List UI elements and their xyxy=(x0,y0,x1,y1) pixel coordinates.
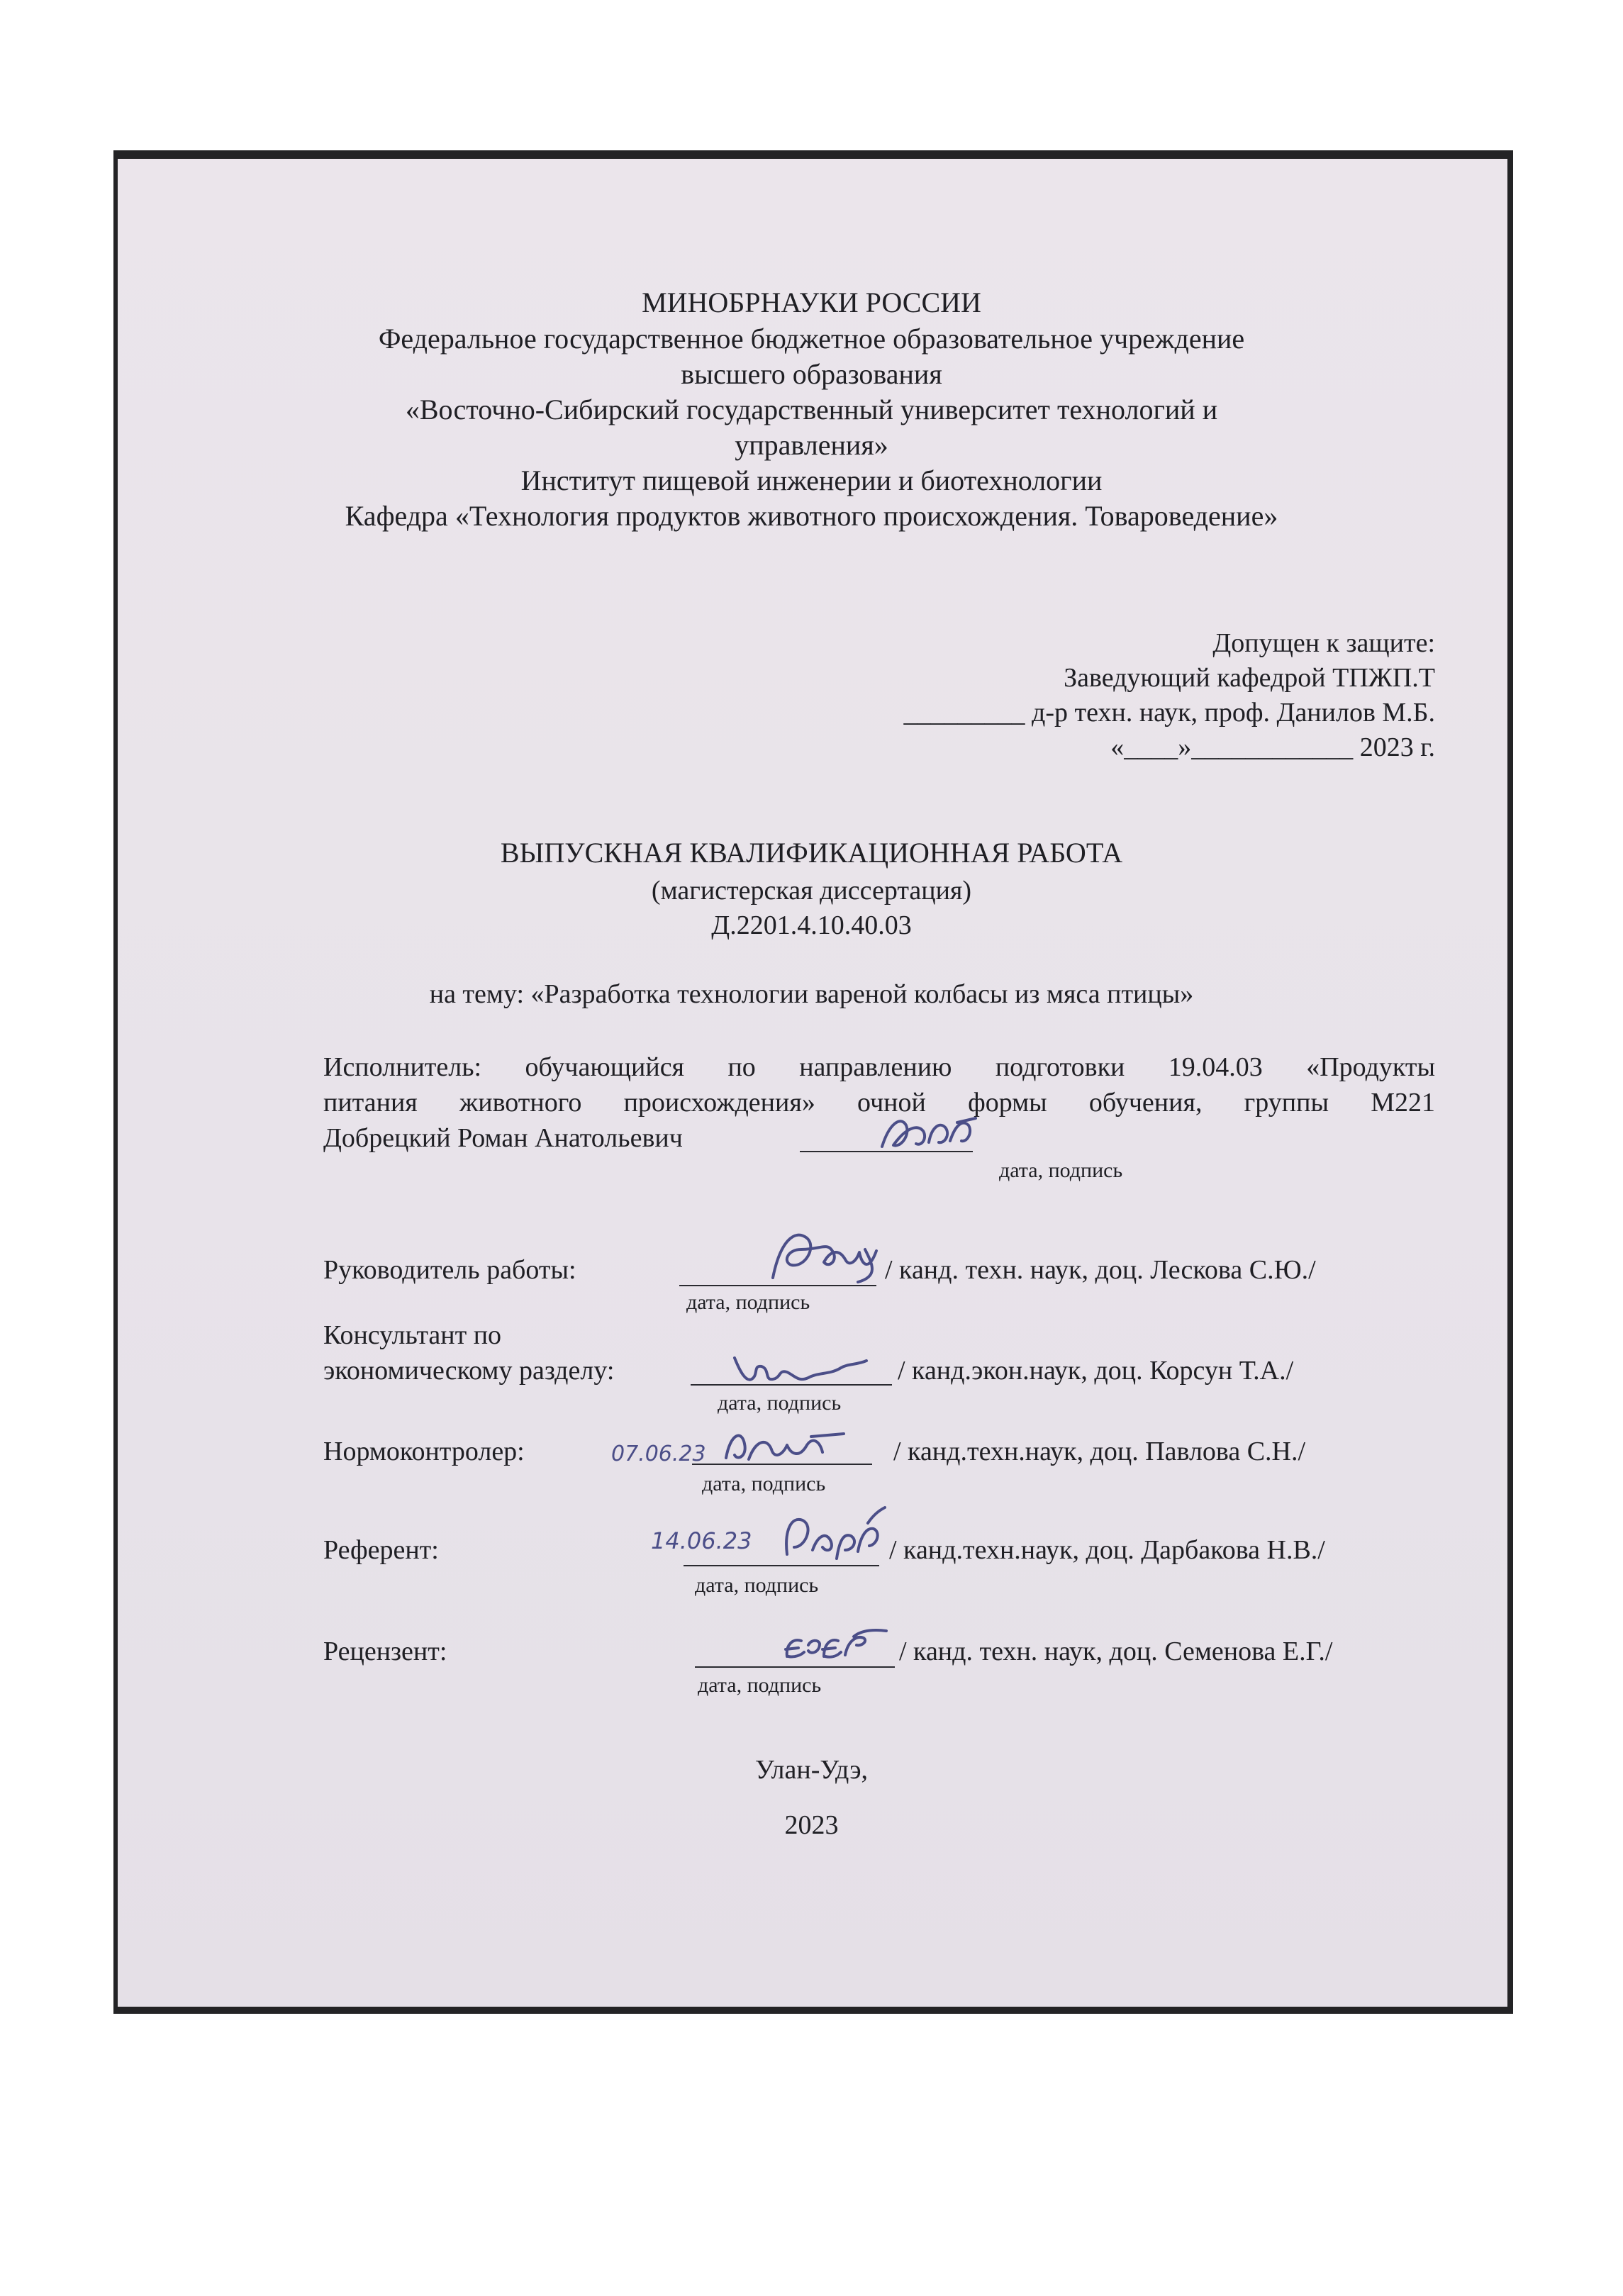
year: 2023 xyxy=(784,1810,839,1840)
reviewer-sign-caption: дата, подпись xyxy=(698,1673,822,1697)
consultant-signature xyxy=(730,1351,872,1393)
normcontroller-person: / канд.техн.наук, доц. Павлова С.Н./ xyxy=(893,1437,1306,1466)
referent-person: / канд.техн.наук, доц. Дарбакова Н.В./ xyxy=(889,1535,1325,1565)
approval-head: Заведующий кафедрой ТПЖП.Т xyxy=(1064,663,1435,693)
supervisor-signature xyxy=(766,1221,886,1292)
normcontroller-signature xyxy=(610,1424,872,1466)
consultant-person: / канд.экон.наук, доц. Корсун Т.А./ xyxy=(898,1356,1294,1386)
referent-sign-caption: дата, подпись xyxy=(695,1573,819,1597)
approval-date: «____»____________ 2023 г. xyxy=(1110,732,1435,762)
supervisor-role: Руководитель работы: xyxy=(323,1255,576,1285)
institution-line-2: высшего образования xyxy=(681,358,942,390)
executor-line-2: питания животного происхождения» очной формы обучения, группы М221 xyxy=(323,1088,1435,1118)
referent-signature xyxy=(645,1502,886,1566)
ministry-title: МИНОБРНАУКИ РОССИИ xyxy=(642,286,981,318)
university-line-1: «Восточно-Сибирский государственный университет технологий и xyxy=(405,394,1218,425)
reviewer-signature-line xyxy=(695,1666,895,1668)
referent-role: Референт: xyxy=(323,1535,439,1565)
institution-line-1: Федеральное государственное бюджетное образовательное учреждение xyxy=(378,323,1245,355)
work-topic: на тему: «Разработка технологии вареной колбасы из мяса птицы» xyxy=(429,979,1194,1009)
consultant-role-line-1: Консультант по xyxy=(323,1320,502,1350)
approval-signer: _________ д-р техн. наук, проф. Данилов М.Б. xyxy=(903,698,1435,728)
consultant-role: экономическому разделу: xyxy=(323,1356,615,1386)
supervisor-sign-caption: дата, подпись xyxy=(686,1291,810,1314)
referent-handwritten-date: 14.06.23 xyxy=(651,1527,752,1554)
executor-name: Добрецкий Роман Анатольевич xyxy=(323,1123,683,1153)
executor-sign-caption: дата, подпись xyxy=(999,1159,1123,1182)
work-subtitle: (магистерская диссертация) xyxy=(651,876,972,905)
supervisor-person: / канд. техн. наук, доц. Лескова С.Ю./ xyxy=(885,1255,1316,1285)
university-line-2: управления» xyxy=(735,429,888,461)
consultant-sign-caption: дата, подпись xyxy=(718,1391,842,1415)
executor-signature xyxy=(879,1110,978,1159)
normcontroller-handwritten-date: 07.06.23 xyxy=(611,1442,706,1466)
department-name: Кафедра «Технология продуктов животного происхождения. Товароведение» xyxy=(345,500,1278,532)
reviewer-person: / канд. техн. наук, доц. Семенова Е.Г./ xyxy=(899,1637,1333,1666)
executor-line-1: Исполнитель: обучающийся по направлению подготовки 19.04.03 «Продукты xyxy=(323,1052,1435,1082)
work-code: Д.2201.4.10.40.03 xyxy=(711,910,912,940)
approval-admitted: Допущен к защите: xyxy=(1212,628,1435,658)
work-type-title: ВЫПУСКНАЯ КВАЛИФИКАЦИОННАЯ РАБОТА xyxy=(500,837,1123,869)
institute-name: Институт пищевой инженерии и биотехнологии xyxy=(520,464,1103,496)
reviewer-role: Рецензент: xyxy=(323,1637,447,1666)
reviewer-signature xyxy=(780,1624,893,1666)
city: Улан-Удэ, xyxy=(754,1755,869,1785)
normcontroller-sign-caption: дата, подпись xyxy=(702,1472,826,1495)
normcontroller-role: Нормоконтролер: xyxy=(323,1437,525,1466)
